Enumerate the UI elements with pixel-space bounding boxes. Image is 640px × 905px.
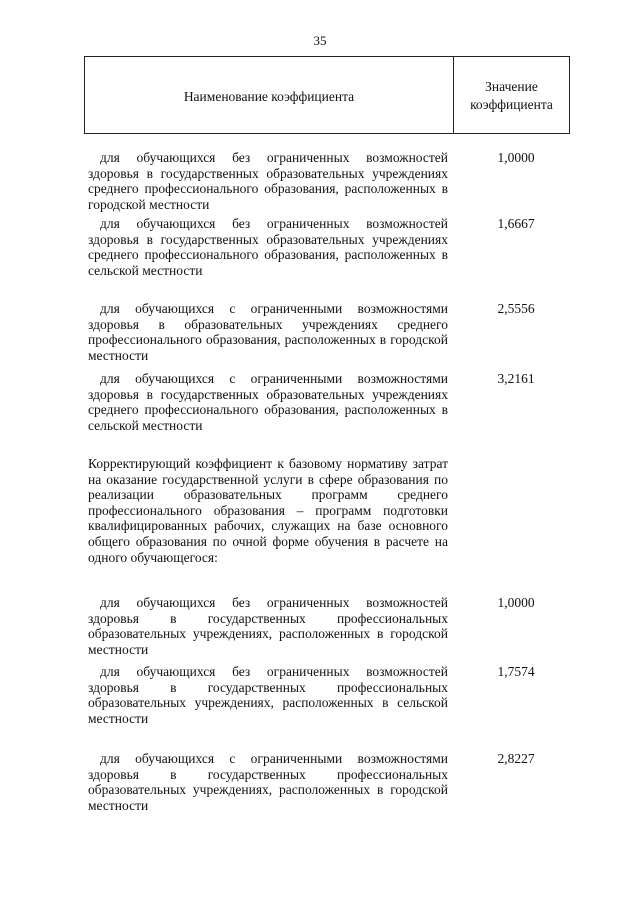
row-text: для обучающихся с ограниченными возможностями здоровья в государственных образовательных учреждениях среднего профессионального образования, расположенных в сельской местности: [88, 371, 448, 433]
row-text: для обучающихся без ограниченных возможностей здоровья в государственных профессиональных образовательных учреждениях, расположенных в городской местности: [88, 595, 448, 657]
table-row-name: [88, 216, 448, 278]
row-text: для обучающихся без ограниченных возможностей здоровья в государственных образовательных учреждениях среднего профессионального образования, расположенных в сельской местности: [88, 216, 448, 278]
table-row-name: [88, 150, 448, 212]
page-number: 35: [313, 33, 327, 48]
header-value-line1: Значение: [485, 79, 538, 94]
table-row-name: [88, 371, 448, 433]
row-value: 1,7574: [497, 664, 535, 679]
row-text: для обучающихся без ограниченных возможностей здоровья в государственных профессиональных образовательных учреждениях, расположенных в сельской местности: [88, 664, 448, 726]
section-paragraph: [88, 456, 448, 565]
table-row-name: [88, 751, 448, 813]
row-text: для обучающихся с ограниченными возможностями здоровья в образовательных учреждениях среднего профессионального образования, расположенных в городской местности: [88, 301, 448, 363]
row-value: 1,0000: [497, 150, 535, 165]
row-value: 2,8227: [497, 751, 535, 766]
table-header: [84, 56, 570, 134]
header-value-line2: коэффициента: [470, 97, 553, 112]
row-value: 1,0000: [497, 595, 535, 610]
table-row-name: [88, 664, 448, 726]
row-value: 1,6667: [497, 216, 535, 231]
row-value: 3,2161: [497, 371, 535, 386]
table-row-name: [88, 595, 448, 657]
row-text: для обучающихся с ограниченными возможностями здоровья в государственных профессиональных образовательных учреждениях, расположенных в городской местности: [88, 751, 448, 813]
row-text: для обучающихся без ограниченных возможностей здоровья в государственных образовательных учреждениях среднего профессионального образования, расположенных в городской местности: [88, 150, 448, 212]
row-value: 2,5556: [497, 301, 535, 316]
header-value-column: [454, 57, 569, 133]
header-name-column: Наименование коэффициента: [85, 57, 454, 133]
row-text: Корректирующий коэффициент к базовому нормативу затрат на оказание государственной услуги в сфере образования по реализации образовательных программ среднего профессионального образования – программ подготовки квалифицированных рабочих, служащих на базе основного общего образования по очной форме обучения в расчете на одного обучающегося:: [88, 456, 448, 565]
table-row-name: [88, 301, 448, 363]
